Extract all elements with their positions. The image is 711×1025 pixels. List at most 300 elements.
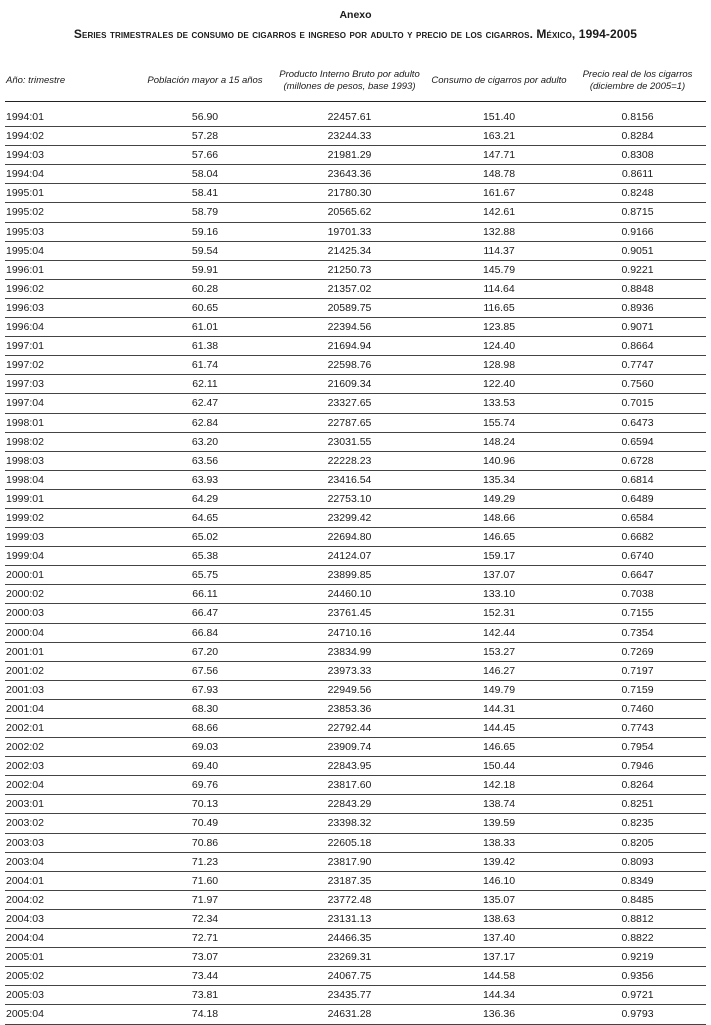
population-cell: 66.84 <box>191 626 219 639</box>
consumption-cell: 116.65 <box>483 301 515 314</box>
column-header-gdp-line-1: Producto Interno Bruto por adulto <box>279 69 420 80</box>
population-cell: 63.20 <box>191 435 219 448</box>
consumption-cell: 114.64 <box>483 282 515 295</box>
population-cell: 69.03 <box>191 741 219 754</box>
price-cell: 0.8308 <box>621 149 654 162</box>
period-cell: 2003:03 <box>6 836 44 849</box>
price-cell: 0.7038 <box>621 588 654 601</box>
price-cell: 0.6584 <box>621 511 654 524</box>
population-cell: 65.38 <box>191 550 219 563</box>
gdp-cell: 23853.36 <box>327 702 372 715</box>
column-header-population-line: Población mayor a 15 años <box>147 75 263 86</box>
gdp-cell: 22605.18 <box>327 836 372 849</box>
gdp-cell: 23817.60 <box>327 779 372 792</box>
period-cell: 1997:02 <box>6 359 44 372</box>
price-cell: 0.8235 <box>621 817 654 830</box>
period-cell: 2001:01 <box>6 645 44 658</box>
period-cell: 1995:04 <box>6 244 44 257</box>
population-cell: 67.93 <box>191 683 219 696</box>
table-row <box>5 1005 706 1024</box>
consumption-cell: 145.79 <box>482 263 516 276</box>
period-cell: 2001:04 <box>6 702 44 715</box>
consumption-cell: 148.78 <box>482 168 516 181</box>
gdp-cell: 24631.28 <box>327 1008 372 1021</box>
population-cell: 59.54 <box>191 244 219 257</box>
table-row <box>5 604 706 623</box>
price-cell: 0.6594 <box>621 435 654 448</box>
price-cell: 0.8812 <box>621 912 654 925</box>
consumption-cell: 132.88 <box>482 225 516 238</box>
price-cell: 0.6728 <box>621 454 654 467</box>
gdp-cell: 21250.73 <box>327 263 372 276</box>
consumption-cell: 142.61 <box>482 206 516 219</box>
table-row <box>5 681 706 700</box>
price-cell: 0.7954 <box>621 741 654 754</box>
price-cell: 0.7460 <box>621 702 654 715</box>
gdp-cell: 22843.95 <box>327 760 372 773</box>
table-row <box>5 795 706 814</box>
period-cell: 2005:04 <box>6 1008 44 1021</box>
price-cell: 0.8205 <box>621 836 654 849</box>
consumption-cell: 133.53 <box>482 397 516 410</box>
period-cell: 1998:01 <box>6 416 44 429</box>
column-header-gdp-text <box>279 69 419 93</box>
period-cell: 2002:04 <box>6 779 44 792</box>
consumption-cell: 135.07 <box>482 893 516 906</box>
gdp-cell: 22787.65 <box>327 416 372 429</box>
population-cell: 58.04 <box>191 168 219 181</box>
table-row <box>5 738 706 757</box>
column-header-population <box>140 66 270 96</box>
table-row <box>5 547 706 566</box>
price-cell: 0.7197 <box>621 664 654 677</box>
table-row <box>5 337 706 356</box>
period-cell: 1999:04 <box>6 550 44 563</box>
gdp-cell: 23772.48 <box>327 893 372 906</box>
consumption-cell: 149.79 <box>482 683 516 696</box>
period-cell: 2001:03 <box>6 683 44 696</box>
period-cell: 1997:01 <box>6 340 44 353</box>
population-cell: 71.23 <box>191 855 219 868</box>
population-cell: 70.13 <box>191 798 219 811</box>
price-cell: 0.7743 <box>621 722 654 734</box>
period-cell: 2004:01 <box>6 874 44 887</box>
population-cell: 63.56 <box>191 454 219 467</box>
population-cell: 70.86 <box>191 836 219 849</box>
population-cell: 71.60 <box>191 874 219 887</box>
population-cell: 60.65 <box>191 301 219 314</box>
period-cell: 2005:03 <box>6 989 44 1002</box>
price-cell: 0.7159 <box>621 683 654 696</box>
gdp-cell: 24466.35 <box>327 932 372 945</box>
price-cell: 0.8251 <box>621 798 654 811</box>
consumption-cell: 153.27 <box>482 645 516 658</box>
table-row <box>5 471 706 490</box>
population-cell: 73.81 <box>191 989 219 1002</box>
period-cell: 2000:02 <box>6 588 44 601</box>
table-row <box>5 203 706 222</box>
consumption-cell: 139.42 <box>482 855 516 868</box>
column-header-population-text <box>147 75 262 87</box>
consumption-cell: 159.17 <box>482 550 516 563</box>
consumption-cell: 146.65 <box>482 741 516 754</box>
price-cell: 0.6647 <box>621 569 654 582</box>
period-cell: 2002:01 <box>6 722 44 734</box>
period-cell: 1999:02 <box>6 511 44 524</box>
gdp-cell: 23643.36 <box>327 168 372 181</box>
table-row <box>5 261 706 280</box>
price-cell: 0.6489 <box>621 492 654 505</box>
gdp-cell: 24067.75 <box>327 970 372 983</box>
table-row <box>5 776 706 795</box>
table-row <box>5 757 706 776</box>
population-cell: 57.66 <box>191 149 219 162</box>
table-row <box>5 223 706 242</box>
gdp-cell: 23327.65 <box>327 397 372 410</box>
gdp-cell: 24710.16 <box>327 626 372 639</box>
population-cell: 64.65 <box>191 511 219 524</box>
consumption-cell: 137.40 <box>482 932 516 945</box>
consumption-cell: 138.74 <box>482 798 516 811</box>
population-cell: 65.02 <box>191 531 219 544</box>
gdp-cell: 22843.29 <box>327 798 372 811</box>
table-row <box>5 414 706 433</box>
consumption-cell: 148.24 <box>482 435 516 448</box>
period-cell: 2005:02 <box>6 970 44 983</box>
population-cell: 69.40 <box>191 760 219 773</box>
gdp-cell: 23244.33 <box>327 130 372 143</box>
table-row <box>5 910 706 929</box>
period-cell: 1997:04 <box>6 397 44 410</box>
consumption-cell: 146.65 <box>482 531 516 544</box>
consumption-cell: 140.96 <box>482 454 516 467</box>
population-cell: 60.28 <box>191 282 219 295</box>
table-row <box>5 184 706 203</box>
population-cell: 69.76 <box>191 779 219 792</box>
consumption-cell: 138.33 <box>482 836 516 849</box>
consumption-cell: 123.85 <box>482 321 516 334</box>
price-cell: 0.9356 <box>621 970 654 983</box>
price-cell: 0.9221 <box>621 263 654 276</box>
table-row <box>5 528 706 547</box>
consumption-cell: 142.44 <box>482 626 516 639</box>
period-cell: 1996:02 <box>6 282 44 295</box>
period-cell: 2003:01 <box>6 798 44 811</box>
price-cell: 0.8611 <box>621 168 654 181</box>
table-row <box>5 375 706 394</box>
table-row <box>5 394 706 413</box>
consumption-cell: 124.40 <box>482 340 516 353</box>
consumption-cell: 137.17 <box>482 951 516 964</box>
period-cell: 2002:02 <box>6 741 44 754</box>
consumption-cell: 138.63 <box>482 912 516 925</box>
table-row <box>5 891 706 910</box>
table-row <box>5 127 706 146</box>
annex-label: Anexo <box>339 9 372 21</box>
period-cell: 2000:03 <box>6 607 44 620</box>
consumption-cell: 148.66 <box>482 511 516 524</box>
period-cell: 2002:03 <box>6 760 44 773</box>
gdp-cell: 23909.74 <box>327 741 372 754</box>
gdp-cell: 23973.33 <box>327 664 372 677</box>
population-cell: 61.01 <box>191 321 219 334</box>
table-title: Series trimestrales de consumo de cigarros e ingreso por adulto y precio de los cigarros. México, 1994-2005 <box>73 27 638 41</box>
period-cell: 1999:01 <box>6 492 44 505</box>
consumption-cell: 152.31 <box>482 607 516 620</box>
consumption-cell: 135.34 <box>482 473 516 486</box>
price-cell: 0.7747 <box>621 359 654 372</box>
gdp-cell: 23761.45 <box>327 607 372 620</box>
price-cell: 0.7560 <box>621 378 654 391</box>
population-cell: 58.41 <box>191 187 219 200</box>
column-header-period-text <box>6 75 65 87</box>
population-cell: 62.11 <box>192 378 218 391</box>
column-header-period <box>6 66 126 96</box>
population-cell: 67.20 <box>191 645 219 658</box>
population-cell: 64.29 <box>191 492 219 505</box>
consumption-cell: 144.45 <box>482 722 516 734</box>
gdp-cell: 23269.31 <box>327 951 372 964</box>
table-row <box>5 242 706 261</box>
consumption-cell: 136.36 <box>482 1008 516 1021</box>
table-row <box>5 165 706 184</box>
table-row <box>5 853 706 872</box>
table-row <box>5 280 706 299</box>
consumption-cell: 128.98 <box>482 359 516 372</box>
period-cell: 1994:01 <box>6 111 44 123</box>
population-cell: 74.18 <box>191 1008 219 1021</box>
price-cell: 0.6740 <box>621 550 654 563</box>
price-cell: 0.9793 <box>621 1008 654 1021</box>
gdp-cell: 19701.33 <box>327 225 372 238</box>
gdp-cell: 22792.44 <box>327 722 372 734</box>
period-cell: 1997:03 <box>6 378 44 391</box>
table-row <box>5 509 706 528</box>
consumption-cell: 155.74 <box>482 416 516 429</box>
population-cell: 61.74 <box>191 359 219 372</box>
population-cell: 66.11 <box>192 588 218 601</box>
price-cell: 0.9051 <box>621 244 654 257</box>
price-cell: 0.6473 <box>621 416 654 429</box>
price-cell: 0.7015 <box>621 397 654 410</box>
period-cell: 2003:02 <box>6 817 44 830</box>
period-cell: 2004:02 <box>6 893 44 906</box>
period-cell: 2000:01 <box>6 569 44 582</box>
price-cell: 0.8264 <box>621 779 654 792</box>
column-header-period-line: Año: trimestre <box>6 75 66 86</box>
gdp-cell: 22394.56 <box>327 321 372 334</box>
table-row <box>5 948 706 967</box>
gdp-cell: 22228.23 <box>327 454 372 467</box>
column-header-price-text <box>583 69 693 93</box>
period-cell: 1994:02 <box>6 130 44 143</box>
period-cell: 2004:04 <box>6 932 44 945</box>
period-cell: 1994:04 <box>6 168 44 181</box>
gdp-cell: 23031.55 <box>327 435 372 448</box>
period-cell: 2004:03 <box>6 912 44 925</box>
period-cell: 1996:04 <box>6 321 44 334</box>
gdp-cell: 23187.35 <box>327 874 372 887</box>
column-header-gdp-line-2: (millones de pesos, base 1993) <box>283 81 416 92</box>
column-header-consumption <box>425 66 573 96</box>
gdp-cell: 24124.07 <box>327 550 372 563</box>
gdp-cell: 23817.90 <box>327 855 372 868</box>
consumption-cell: 144.31 <box>482 702 516 715</box>
table-row <box>5 490 706 509</box>
column-header-price-line-1: Precio real de los cigarros <box>582 69 693 80</box>
period-cell: 1996:03 <box>6 301 44 314</box>
price-cell: 0.9721 <box>621 989 654 1002</box>
consumption-cell: 144.58 <box>482 970 516 983</box>
population-cell: 67.56 <box>191 664 219 677</box>
consumption-cell: 147.71 <box>482 149 516 162</box>
consumption-cell: 142.18 <box>482 779 516 792</box>
column-header-price-line-2: (diciembre de 2005=1) <box>589 81 686 92</box>
population-cell: 73.07 <box>191 951 219 964</box>
gdp-cell: 23416.54 <box>327 473 372 486</box>
table-row <box>5 318 706 337</box>
consumption-cell: 133.10 <box>482 588 516 601</box>
gdp-cell: 23299.42 <box>327 511 372 524</box>
consumption-cell: 114.37 <box>483 244 515 257</box>
price-cell: 0.8664 <box>621 340 654 353</box>
population-cell: 73.44 <box>191 970 219 983</box>
consumption-cell: 139.59 <box>482 817 516 830</box>
gdp-cell: 24460.10 <box>327 588 372 601</box>
consumption-cell: 137.07 <box>482 569 516 582</box>
population-cell: 65.75 <box>191 569 219 582</box>
consumption-cell: 149.29 <box>482 492 516 505</box>
gdp-cell: 22694.80 <box>327 531 372 544</box>
gdp-cell: 21981.29 <box>327 149 372 162</box>
price-cell: 0.8485 <box>621 893 654 906</box>
price-cell: 0.8848 <box>621 282 654 295</box>
table-row <box>5 643 706 662</box>
population-cell: 56.90 <box>191 111 219 123</box>
population-cell: 66.47 <box>191 607 219 620</box>
period-cell: 1998:03 <box>6 454 44 467</box>
consumption-cell: 163.21 <box>482 130 516 143</box>
table-row <box>5 700 706 719</box>
table-row <box>5 662 706 681</box>
table-row <box>5 929 706 948</box>
consumption-cell: 150.44 <box>482 760 516 773</box>
gdp-cell: 21780.30 <box>327 187 372 200</box>
consumption-cell: 161.67 <box>482 187 516 200</box>
table-row <box>5 814 706 833</box>
population-cell: 72.71 <box>191 932 219 945</box>
gdp-cell: 23435.77 <box>327 989 372 1002</box>
period-cell: 1998:04 <box>6 473 44 486</box>
gdp-cell: 21694.94 <box>327 340 372 353</box>
population-cell: 58.79 <box>191 206 219 219</box>
population-cell: 62.47 <box>191 397 219 410</box>
gdp-cell: 23131.13 <box>327 912 372 925</box>
table-row <box>5 146 706 165</box>
population-cell: 68.30 <box>191 702 219 715</box>
gdp-cell: 22598.76 <box>327 359 372 372</box>
price-cell: 0.7155 <box>621 607 654 620</box>
price-cell: 0.8248 <box>621 187 654 200</box>
column-header-price <box>570 66 705 96</box>
consumption-cell: 144.34 <box>482 989 516 1002</box>
gdp-cell: 21609.34 <box>327 378 372 391</box>
gdp-cell: 20589.75 <box>327 301 372 314</box>
gdp-cell: 23834.99 <box>327 645 372 658</box>
price-cell: 0.6814 <box>621 473 654 486</box>
gdp-cell: 22753.10 <box>327 492 372 505</box>
population-cell: 59.91 <box>191 263 219 276</box>
gdp-cell: 22457.61 <box>327 111 372 123</box>
gdp-cell: 23398.32 <box>327 817 372 830</box>
gdp-cell: 23899.85 <box>327 569 372 582</box>
price-cell: 0.8715 <box>621 206 654 219</box>
price-cell: 0.9219 <box>621 951 654 964</box>
consumption-cell: 146.27 <box>482 664 516 677</box>
population-cell: 63.93 <box>191 473 219 486</box>
period-cell: 2003:04 <box>6 855 44 868</box>
table-row <box>5 452 706 471</box>
period-cell: 2001:02 <box>6 664 44 677</box>
population-cell: 62.84 <box>191 416 219 429</box>
population-cell: 70.49 <box>191 817 219 830</box>
table-row <box>5 967 706 986</box>
header-rule <box>5 101 706 102</box>
population-cell: 68.66 <box>191 722 219 734</box>
table-row <box>5 356 706 375</box>
table-row <box>5 624 706 643</box>
table-row <box>5 566 706 585</box>
population-cell: 72.34 <box>191 912 219 925</box>
price-cell: 0.7354 <box>621 626 654 639</box>
price-cell: 0.8093 <box>621 855 654 868</box>
table-row <box>5 433 706 452</box>
period-cell: 1999:03 <box>6 531 44 544</box>
period-cell: 1995:03 <box>6 225 44 238</box>
consumption-cell: 122.40 <box>482 378 516 391</box>
period-cell: 1996:01 <box>6 263 44 276</box>
column-header-gdp <box>272 66 427 96</box>
table-row <box>5 834 706 853</box>
column-header-consumption-line: Consumo de cigarros por adulto <box>431 75 567 86</box>
population-cell: 61.38 <box>191 340 219 353</box>
table-row <box>5 585 706 604</box>
gdp-cell: 21425.34 <box>327 244 372 257</box>
price-cell: 0.9071 <box>621 321 654 334</box>
price-cell: 0.7946 <box>621 760 654 773</box>
period-cell: 1995:01 <box>6 187 44 200</box>
price-cell: 0.7269 <box>621 645 654 658</box>
period-cell: 2000:04 <box>6 626 44 639</box>
price-cell: 0.8822 <box>621 932 654 945</box>
table-body <box>5 108 706 1025</box>
table-row <box>5 986 706 1005</box>
price-cell: 0.6682 <box>621 531 654 544</box>
period-cell: 1994:03 <box>6 149 44 162</box>
consumption-cell: 151.40 <box>482 111 516 123</box>
price-cell: 0.8156 <box>621 111 654 123</box>
population-cell: 57.28 <box>191 130 219 143</box>
price-cell: 0.9166 <box>621 225 654 238</box>
period-cell: 2005:01 <box>6 951 44 964</box>
table-row <box>5 872 706 891</box>
gdp-cell: 22949.56 <box>327 683 372 696</box>
population-cell: 71.97 <box>191 893 219 906</box>
population-cell: 59.16 <box>191 225 219 238</box>
price-cell: 0.8936 <box>621 301 654 314</box>
consumption-cell: 146.10 <box>482 874 516 887</box>
price-cell: 0.8284 <box>621 130 654 143</box>
